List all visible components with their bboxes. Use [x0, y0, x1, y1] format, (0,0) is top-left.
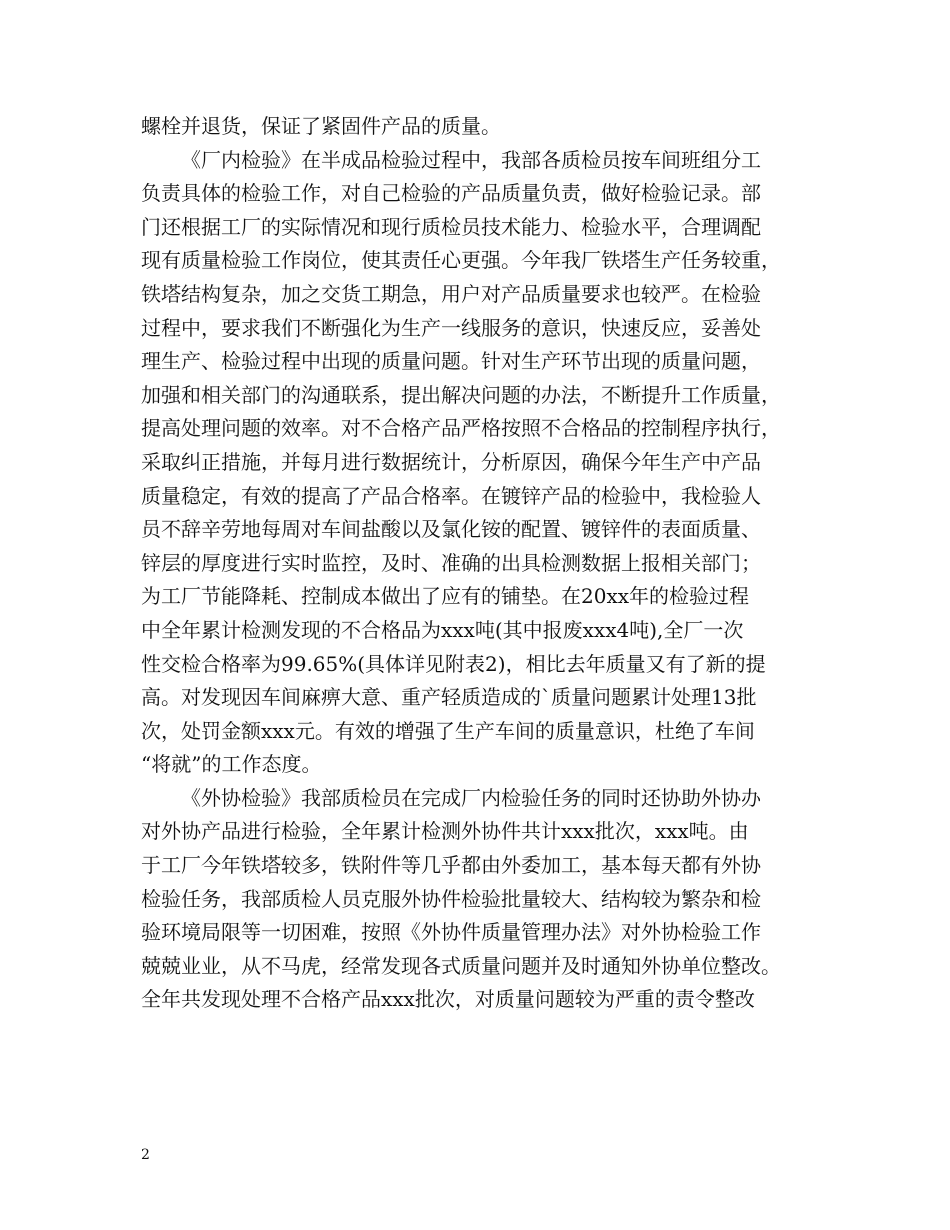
page-number: 2 — [141, 1147, 150, 1163]
paragraph-start-line: 《外协检验》我部质检员在完成厂内检验任务的同时还协助外协办 — [181, 785, 761, 810]
text-line: 于工厂今年铁塔较多，铁附件等几乎都由外委加工，基本每天都有外协 — [141, 853, 761, 878]
text-line: 检验任务，我部质检人员克服外协件检验批量较大、结构较为繁杂和检 — [141, 886, 761, 911]
text-line: 采取纠正措施，并每月进行数据统计，分析原因，确保今年生产中产品 — [141, 449, 761, 474]
text-line: 锌层的厚度进行实时监控，及时、准确的出具检测数据上报相关部门； — [141, 550, 761, 575]
text-line: 门还根据工厂的实际情况和现行质检员技术能力、检验水平，合理调配 — [141, 214, 761, 239]
text-line: 质量稳定，有效的提高了产品合格率。在镀锌产品的检验中，我检验人 — [141, 483, 761, 508]
text-line: 理生产、检验过程中出现的质量问题。针对生产环节出现的质量问题， — [141, 349, 761, 374]
text-line: 对外协产品进行检验，全年累计检测外协件共计xxx批次，xxx吨。由 — [141, 819, 749, 844]
text-line: 过程中，要求我们不断强化为生产一线服务的意识，快速反应，妥善处 — [141, 315, 761, 340]
text-line: 验环境局限等一切困难，按照《外协件质量管理办法》对外协检验工作 — [141, 920, 761, 945]
text-line: 提高处理问题的效率。对不合格产品严格按照不合格品的控制程序执行， — [141, 416, 781, 441]
text-line: 员不辞辛劳地每周对车间盐酸以及氯化铵的配置、镀锌件的表面质量、 — [141, 517, 761, 542]
text-line: 兢兢业业，从不马虎，经常发现各式质量问题并及时通知外协单位整改。 — [141, 953, 781, 978]
text-line: 性交检合格率为99.65%(具体详见附表2)，相比去年质量又有了新的提 — [141, 651, 766, 676]
body-text — [141, 110, 821, 1017]
text-line: 中全年累计检测发现的不合格品为xxx吨(其中报废xxx4吨),全厂一次 — [141, 617, 744, 642]
text-line: 现有质量检验工作岗位，使其责任心更强。今年我厂铁塔生产任务较重， — [141, 248, 781, 273]
text-line: 全年共发现处理不合格产品xxx批次，对质量问题较为严重的责令整改 — [141, 987, 755, 1012]
text-line: 螺栓并退货，保证了紧固件产品的质量。 — [141, 114, 501, 138]
text-line: “将就”的工作态度。 — [141, 752, 322, 777]
text-line: 加强和相关部门的沟通联系，提出解决问题的办法，不断提升工作质量， — [141, 382, 781, 407]
text-line: 为工厂节能降耗、控制成本做出了应有的铺垫。在20xx年的检验过程 — [141, 584, 750, 609]
text-line: 铁塔结构复杂，加之交货工期急，用户对产品质量要求也较严。在检验 — [141, 281, 761, 306]
text-line: 次，处罚金额xxx元。有效的增强了生产车间的质量意识，杜绝了车间 — [141, 718, 755, 743]
paragraph-start-line: 《厂内检验》在半成品检验过程中，我部各质检员按车间班组分工 — [181, 147, 761, 172]
text-line: 负责具体的检验工作，对自己检验的产品质量负责，做好检验记录。部 — [141, 181, 761, 206]
text-line: 高。对发现因车间麻痹大意、重产轻质造成的`质量问题累计处理13批 — [141, 685, 757, 710]
